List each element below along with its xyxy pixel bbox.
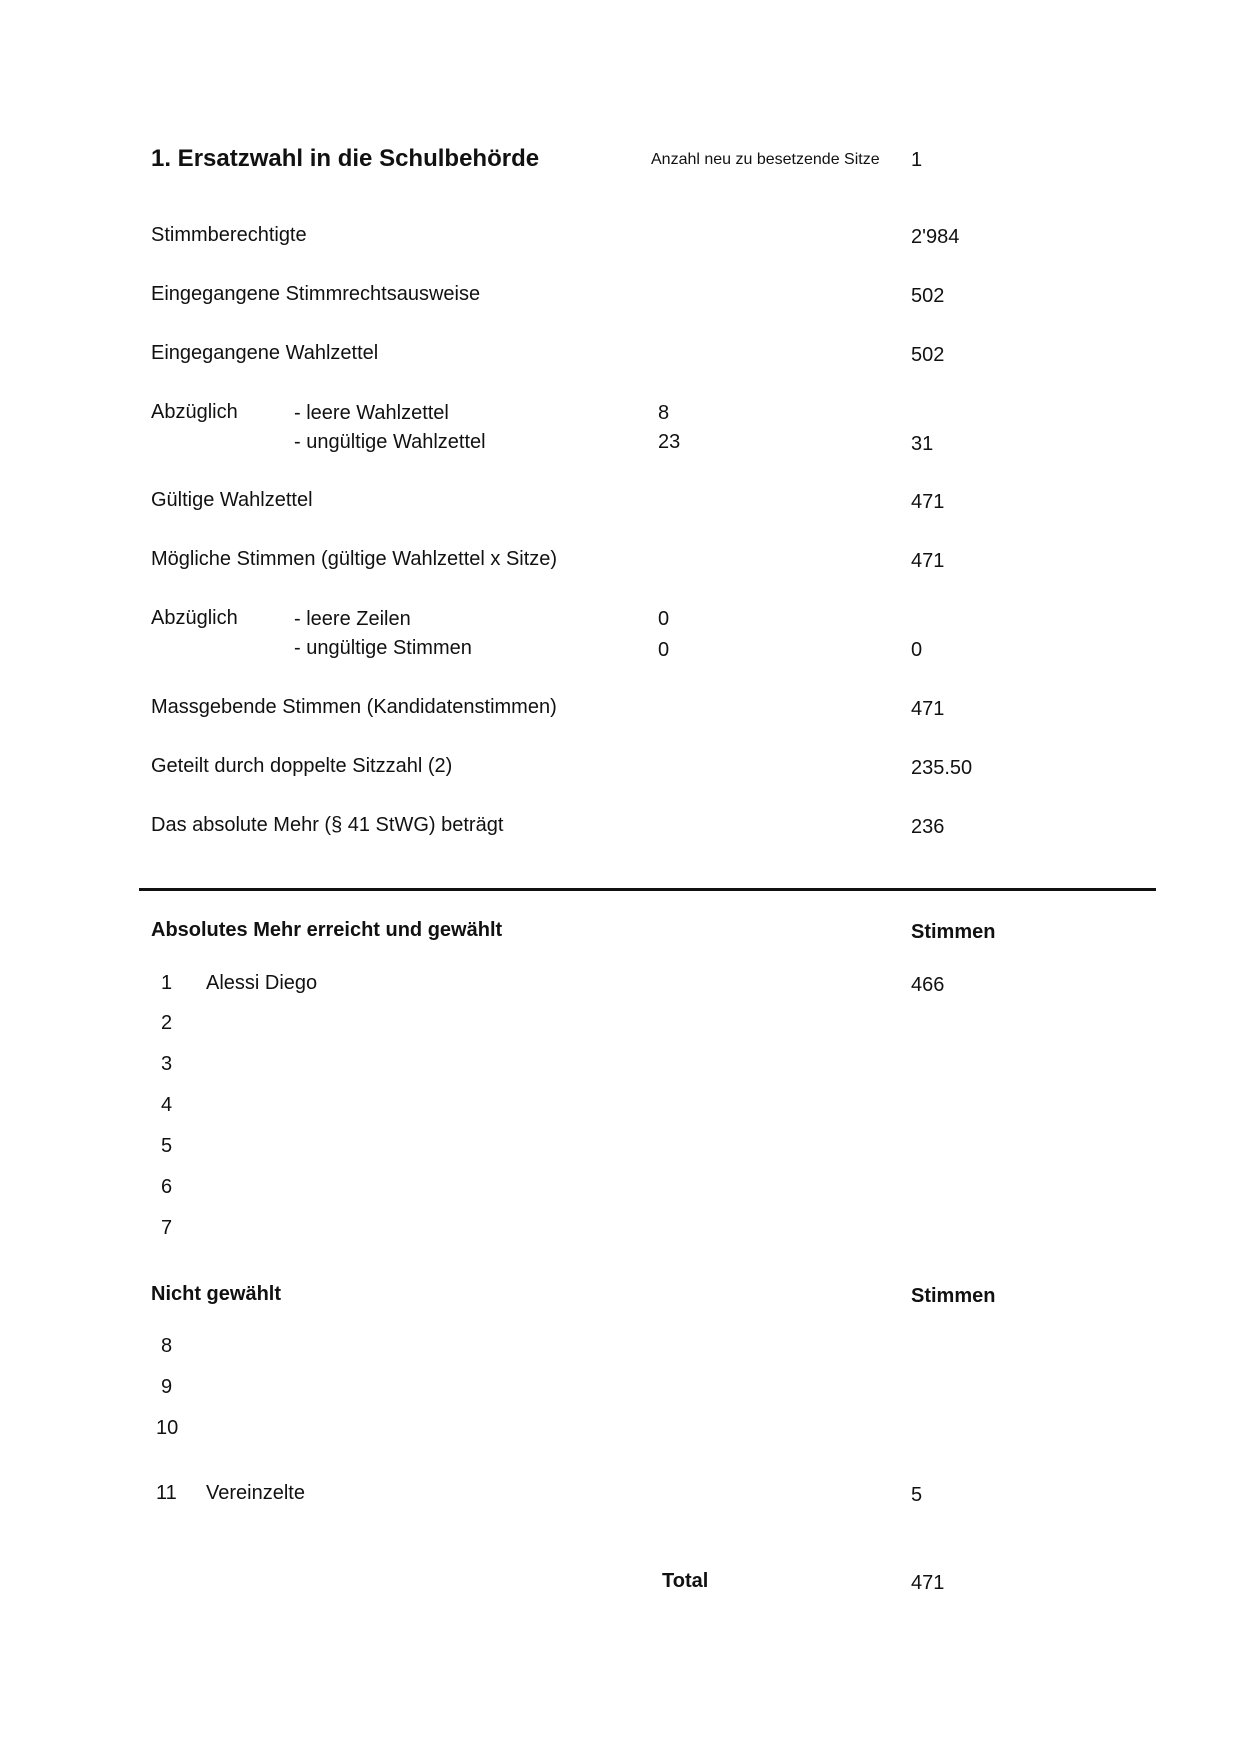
massgebende-label: Massgebende Stimmen (Kandidatenstimmen): [151, 696, 557, 718]
moegliche-value: 471: [911, 550, 945, 572]
candidate-name: Alessi Diego: [206, 972, 318, 994]
abzug-stimmen-total: 0: [911, 639, 923, 661]
elected-row-number: 4: [161, 1094, 173, 1116]
page-title: 1. Ersatzwahl in die Schulbehörde: [151, 145, 540, 172]
geteilt-value: 235.50: [911, 757, 973, 779]
mehr-value: 236: [911, 816, 945, 838]
not-elected-row-number: 9: [161, 1376, 173, 1398]
candidate-votes: 466: [911, 974, 945, 996]
moegliche-label: Mögliche Stimmen (gültige Wahlzettel x Sitze): [151, 548, 558, 570]
elected-heading: Absolutes Mehr erreicht und gewählt: [151, 919, 503, 941]
not-elected-row-number: 11: [156, 1482, 177, 1504]
geteilt-label: Geteilt durch doppelte Sitzzahl (2): [151, 755, 453, 777]
ungueltige-wahlzettel-value: 23: [658, 431, 681, 453]
not-elected-heading: Nicht gewählt: [151, 1283, 282, 1305]
elected-row-number: 7: [161, 1217, 173, 1239]
ungueltige-wahlzettel-label: - ungültige Wahlzettel: [294, 431, 486, 453]
section-divider: [139, 888, 1156, 891]
gueltige-label: Gültige Wahlzettel: [151, 489, 313, 511]
not-elected-row-number: 10: [156, 1417, 179, 1439]
gueltige-value: 471: [911, 491, 945, 513]
stimmberechtigte-label: Stimmberechtigte: [151, 224, 307, 246]
abzug-wahlzettel-total: 31: [911, 433, 934, 455]
ungueltige-stimmen-value: 0: [658, 639, 670, 661]
total-value: 471: [911, 1572, 945, 1594]
seats-label: Anzahl neu zu besetzende Sitze: [651, 151, 880, 168]
wahlzettel-value: 502: [911, 344, 945, 366]
elected-row-number: 1: [161, 972, 173, 994]
abzug-stimmen-label: Abzüglich: [151, 607, 238, 629]
stimmrechtsausweise-value: 502: [911, 285, 945, 307]
leere-zeilen-value: 0: [658, 608, 670, 630]
elected-row-number: 6: [161, 1176, 173, 1198]
leere-wahlzettel-value: 8: [658, 402, 670, 424]
leere-wahlzettel-label: - leere Wahlzettel: [294, 402, 449, 424]
elected-row-number: 2: [161, 1012, 173, 1034]
candidate-name: Vereinzelte: [206, 1482, 305, 1504]
seats-value: 1: [911, 149, 923, 171]
abzug-wahlzettel-label: Abzüglich: [151, 401, 238, 423]
elected-row-number: 5: [161, 1135, 173, 1157]
massgebende-value: 471: [911, 698, 945, 720]
candidate-votes: 5: [911, 1484, 923, 1506]
stimmberechtigte-value: 2'984: [911, 226, 960, 248]
mehr-label: Das absolute Mehr (§ 41 StWG) beträgt: [151, 814, 504, 836]
ungueltige-stimmen-label: - ungültige Stimmen: [294, 637, 472, 659]
elected-votes-heading: Stimmen: [911, 921, 996, 943]
stimmrechtsausweise-label: Eingegangene Stimmrechtsausweise: [151, 283, 481, 305]
wahlzettel-label: Eingegangene Wahlzettel: [151, 342, 379, 364]
leere-zeilen-label: - leere Zeilen: [294, 608, 411, 630]
not-elected-row-number: 8: [161, 1335, 173, 1357]
elected-row-number: 3: [161, 1053, 173, 1075]
total-label: Total: [662, 1570, 709, 1592]
not-elected-votes-heading: Stimmen: [911, 1285, 996, 1307]
